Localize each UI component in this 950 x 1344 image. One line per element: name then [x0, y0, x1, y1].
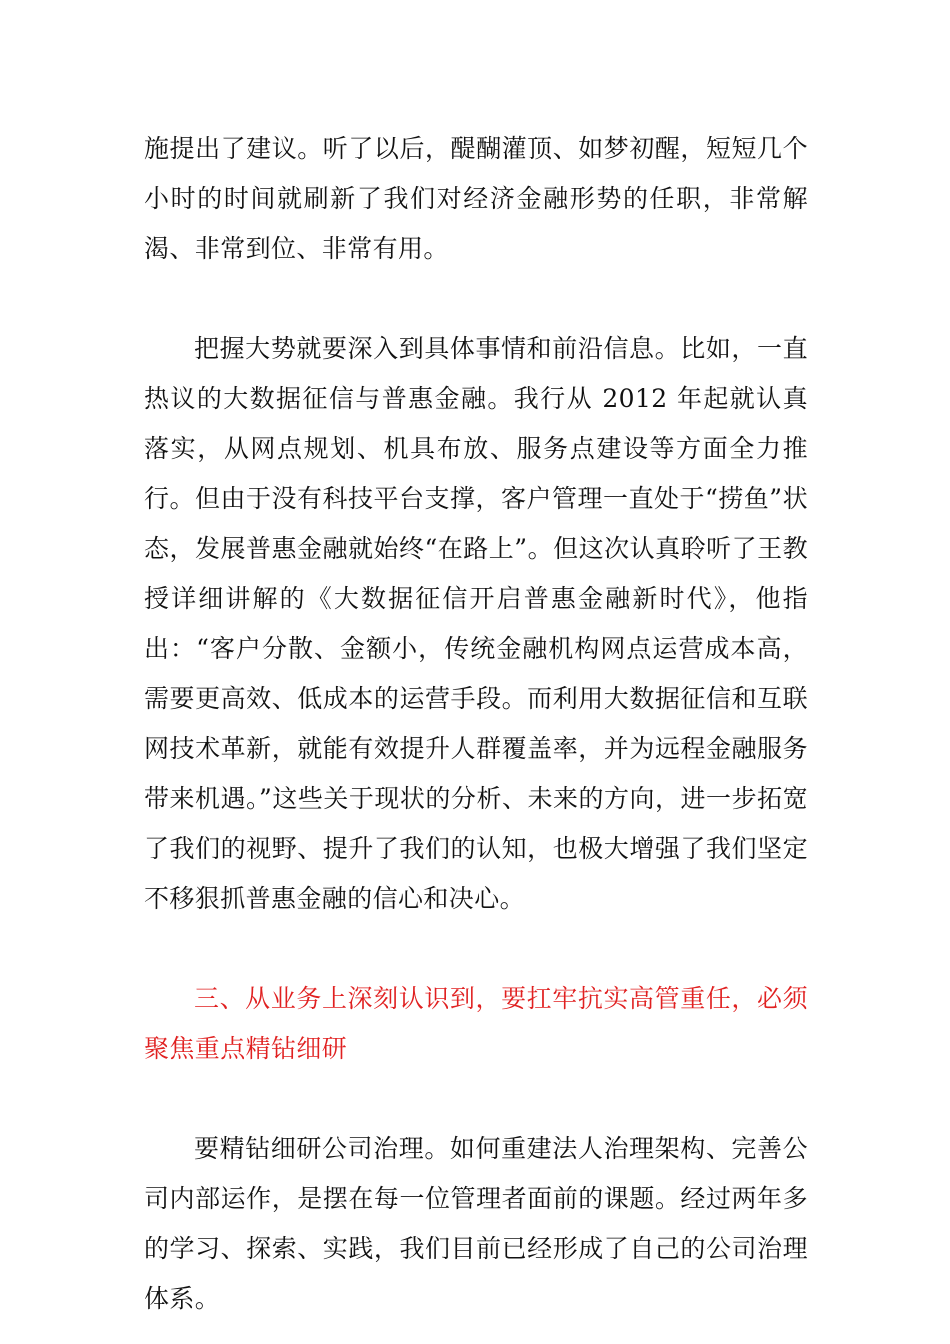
paragraph-big-data-credit: 把握大势就要深入到具体事情和前沿信息。比如，一直热议的大数据征信与普惠金融。我行从 2012 年起就认真落实，从网点规划、机具布放、服务点建设等方面全力推行。但由于没有科技平台支撑，客户管理一直处于“捞鱼”状态，发展普惠金融就始终“在路上”。但这次认真聆听了王教授详细讲解的《大数据征信开启普惠金融新时代》，他指出：“客户分散、金额小，传统金融机构网点运营成本高，需要更高效、低成本的运营手段。而利用大数据征信和互联网技术革新，就能有效提升人群覆盖率，并为远程金融服务带来机遇。”这些关于现状的分析、未来的方向，进一步拓宽了我们的视野、提升了我们的认知，也极大增强了我们坚定不移狠抓普惠金融的信心和决心。	[144, 334, 808, 913]
paragraph-continuation: 施提出了建议。听了以后，醍醐灌顶、如梦初醒，短短几个小时的时间就刷新了我们对经济金融形势的任职，非常解渴、非常到位、非常有用。	[144, 134, 808, 263]
paragraph-spacer	[144, 1074, 808, 1124]
section-heading-three: 三、从业务上深刻认识到，要扛牢抗实高管重任，必须聚焦重点精钻细研	[144, 984, 808, 1063]
paragraph-spacer	[144, 274, 808, 324]
document-body	[144, 124, 808, 1324]
paragraph-corporate-governance: 要精钻细研公司治理。如何重建法人治理架构、完善公司内部运作，是摆在每一位管理者面前的课题。经过两年多的学习、探索、实践，我们目前已经形成了自己的公司治理体系。	[144, 1134, 808, 1313]
paragraph-spacer	[144, 924, 808, 974]
